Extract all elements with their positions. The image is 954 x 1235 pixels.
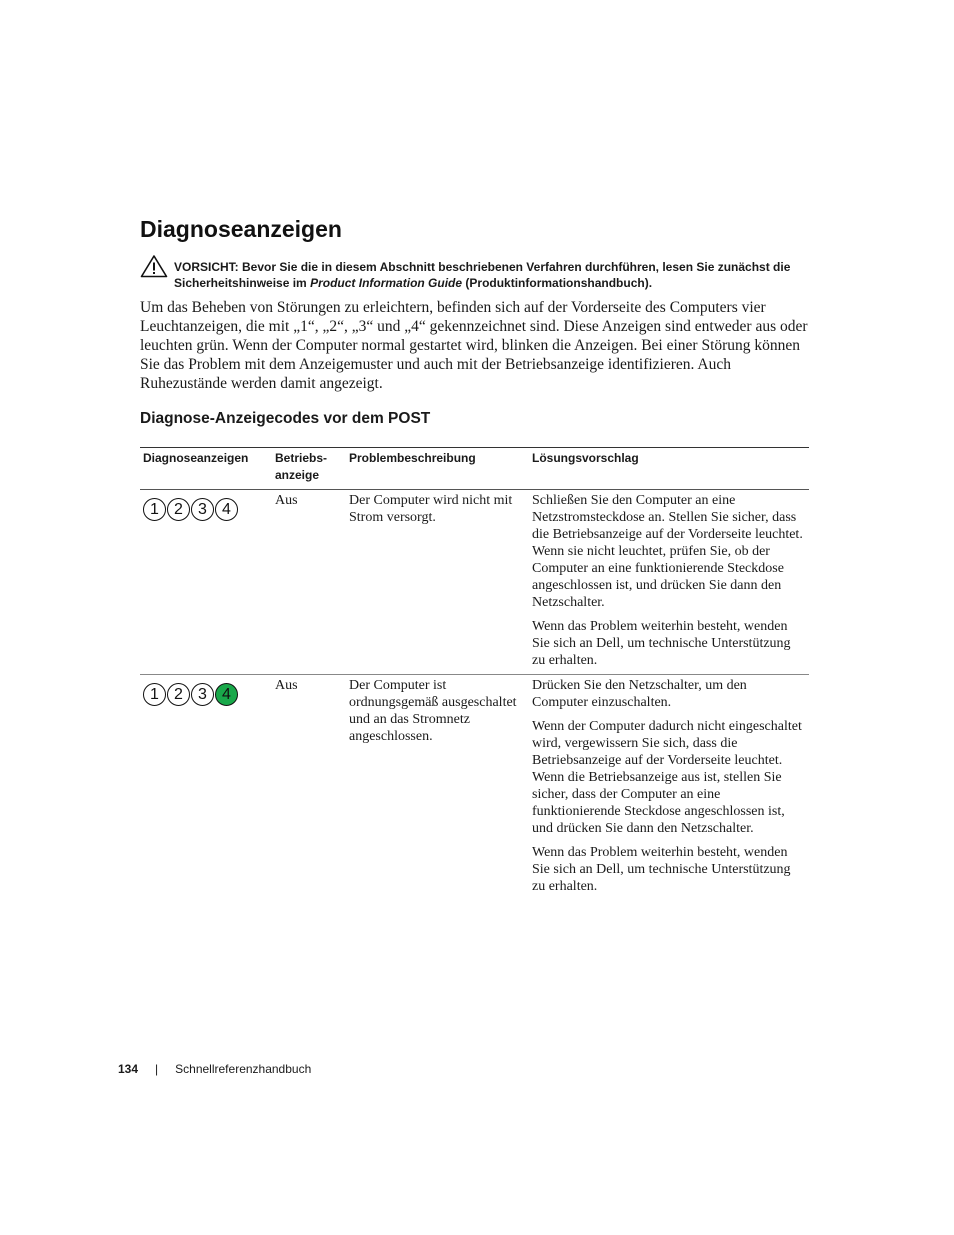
- solution-paragraph: Wenn das Problem weiterhin besteht, wenden Sie sich an Dell, um technische Unterstützung zu erhalten.: [532, 619, 791, 668]
- solution-cell: [529, 490, 809, 675]
- book-title: Schnellreferenzhandbuch: [175, 1062, 312, 1076]
- diagnostic-codes-table: [140, 447, 809, 900]
- power-light-cell: Aus: [272, 490, 346, 675]
- header-solution: Lösungsvorschlag: [529, 448, 809, 490]
- page-footer: [118, 1062, 311, 1076]
- footer-separator: |: [155, 1062, 159, 1076]
- table-row: [140, 675, 809, 901]
- intro-paragraph: Um das Beheben von Störungen zu erleichtern, befinden sich auf der Vorderseite des Computers vier Leuchtanzeigen, die mit „1“, „2“, „3“ und „4“ gekennzeichnet sind. Diese Anzeigen sind entweder aus oder leuchten grün. Wenn der Computer normal gestartet wird, blinken die Anzeigen. Bei einer Störung können Sie das Problem mit dem Anzeigemuster und auch mit der Betriebsanzeige identifizieren. Auch Ruhezustände werden damit angezeigt.: [140, 299, 808, 392]
- led-pattern: [143, 677, 269, 706]
- solution-paragraph: Wenn das Problem weiterhin besteht, wenden Sie sich an Dell, um technische Unterstützung zu erhalten.: [532, 845, 791, 894]
- caution-guide-title: Product Information Guide: [310, 276, 463, 290]
- warning-triangle-icon: [140, 254, 168, 278]
- led-indicator-1: 1: [143, 498, 166, 521]
- led-pattern: [143, 492, 269, 521]
- led-indicator-3: 3: [191, 683, 214, 706]
- led-indicator-1: 1: [143, 683, 166, 706]
- problem-cell: Der Computer ist ordnungsgemäß ausgeschaltet und an das Stromnetz angeschlossen.: [349, 678, 517, 744]
- header-power-light: Betriebs- anzeige: [272, 448, 346, 490]
- power-light-cell: Aus: [275, 678, 298, 693]
- problem-cell: Der Computer wird nicht mit Strom versorgt.: [346, 490, 529, 675]
- section-subheading: Diagnose-Anzeigecodes vor dem POST: [140, 410, 431, 427]
- led-indicator-4: 4: [215, 683, 238, 706]
- caution-text-part2: (Produktinformationshandbuch).: [462, 276, 653, 290]
- led-pattern-cell: [140, 675, 272, 901]
- header-diagnostic-leds: Diagnoseanzeigen: [140, 448, 272, 490]
- caution-text-part1: Bevor Sie die in diesem Abschnitt beschriebenen Verfahren durchführen, lesen Sie zunächst die Sicherheitshinweise im: [174, 260, 791, 290]
- table-header-row: [140, 448, 809, 490]
- led-indicator-4: 4: [215, 498, 238, 521]
- page-heading: Diagnoseanzeigen: [140, 216, 342, 242]
- solution-cell: [529, 675, 809, 901]
- solution-paragraph: Drücken Sie den Netzschalter, um den Computer einzuschalten.: [532, 678, 747, 710]
- caution-label: VORSICHT:: [174, 260, 239, 274]
- header-problem: Problembeschreibung: [346, 448, 529, 490]
- solution-paragraph: Wenn der Computer dadurch nicht eingeschaltet wird, vergewissern Sie sich, dass die Betriebsanzeige auf der Vorderseite leuchtet. Wenn die Betriebsanzeige aus ist, stellen Sie sicher, dass der Computer an eine funktionierende Steckdose angeschlossen ist, und drücken Sie dann den Netzschalter.: [532, 719, 802, 836]
- caution-text: [174, 259, 814, 291]
- led-indicator-2: 2: [167, 683, 190, 706]
- led-pattern-cell: [140, 490, 272, 675]
- solution-paragraph: Schließen Sie den Computer an eine Netzstromsteckdose an. Stellen Sie sicher, dass die Betriebsanzeige auf der Vorderseite leuchtet. Wenn sie nicht leuchtet, prüfen Sie, ob der Computer an eine funktionierende Steckdose angeschlossen ist, und drücken Sie dann den Netzschalter.: [532, 493, 803, 610]
- page-number: 134: [118, 1062, 139, 1076]
- table-row: [140, 490, 809, 675]
- led-indicator-3: 3: [191, 498, 214, 521]
- led-indicator-2: 2: [167, 498, 190, 521]
